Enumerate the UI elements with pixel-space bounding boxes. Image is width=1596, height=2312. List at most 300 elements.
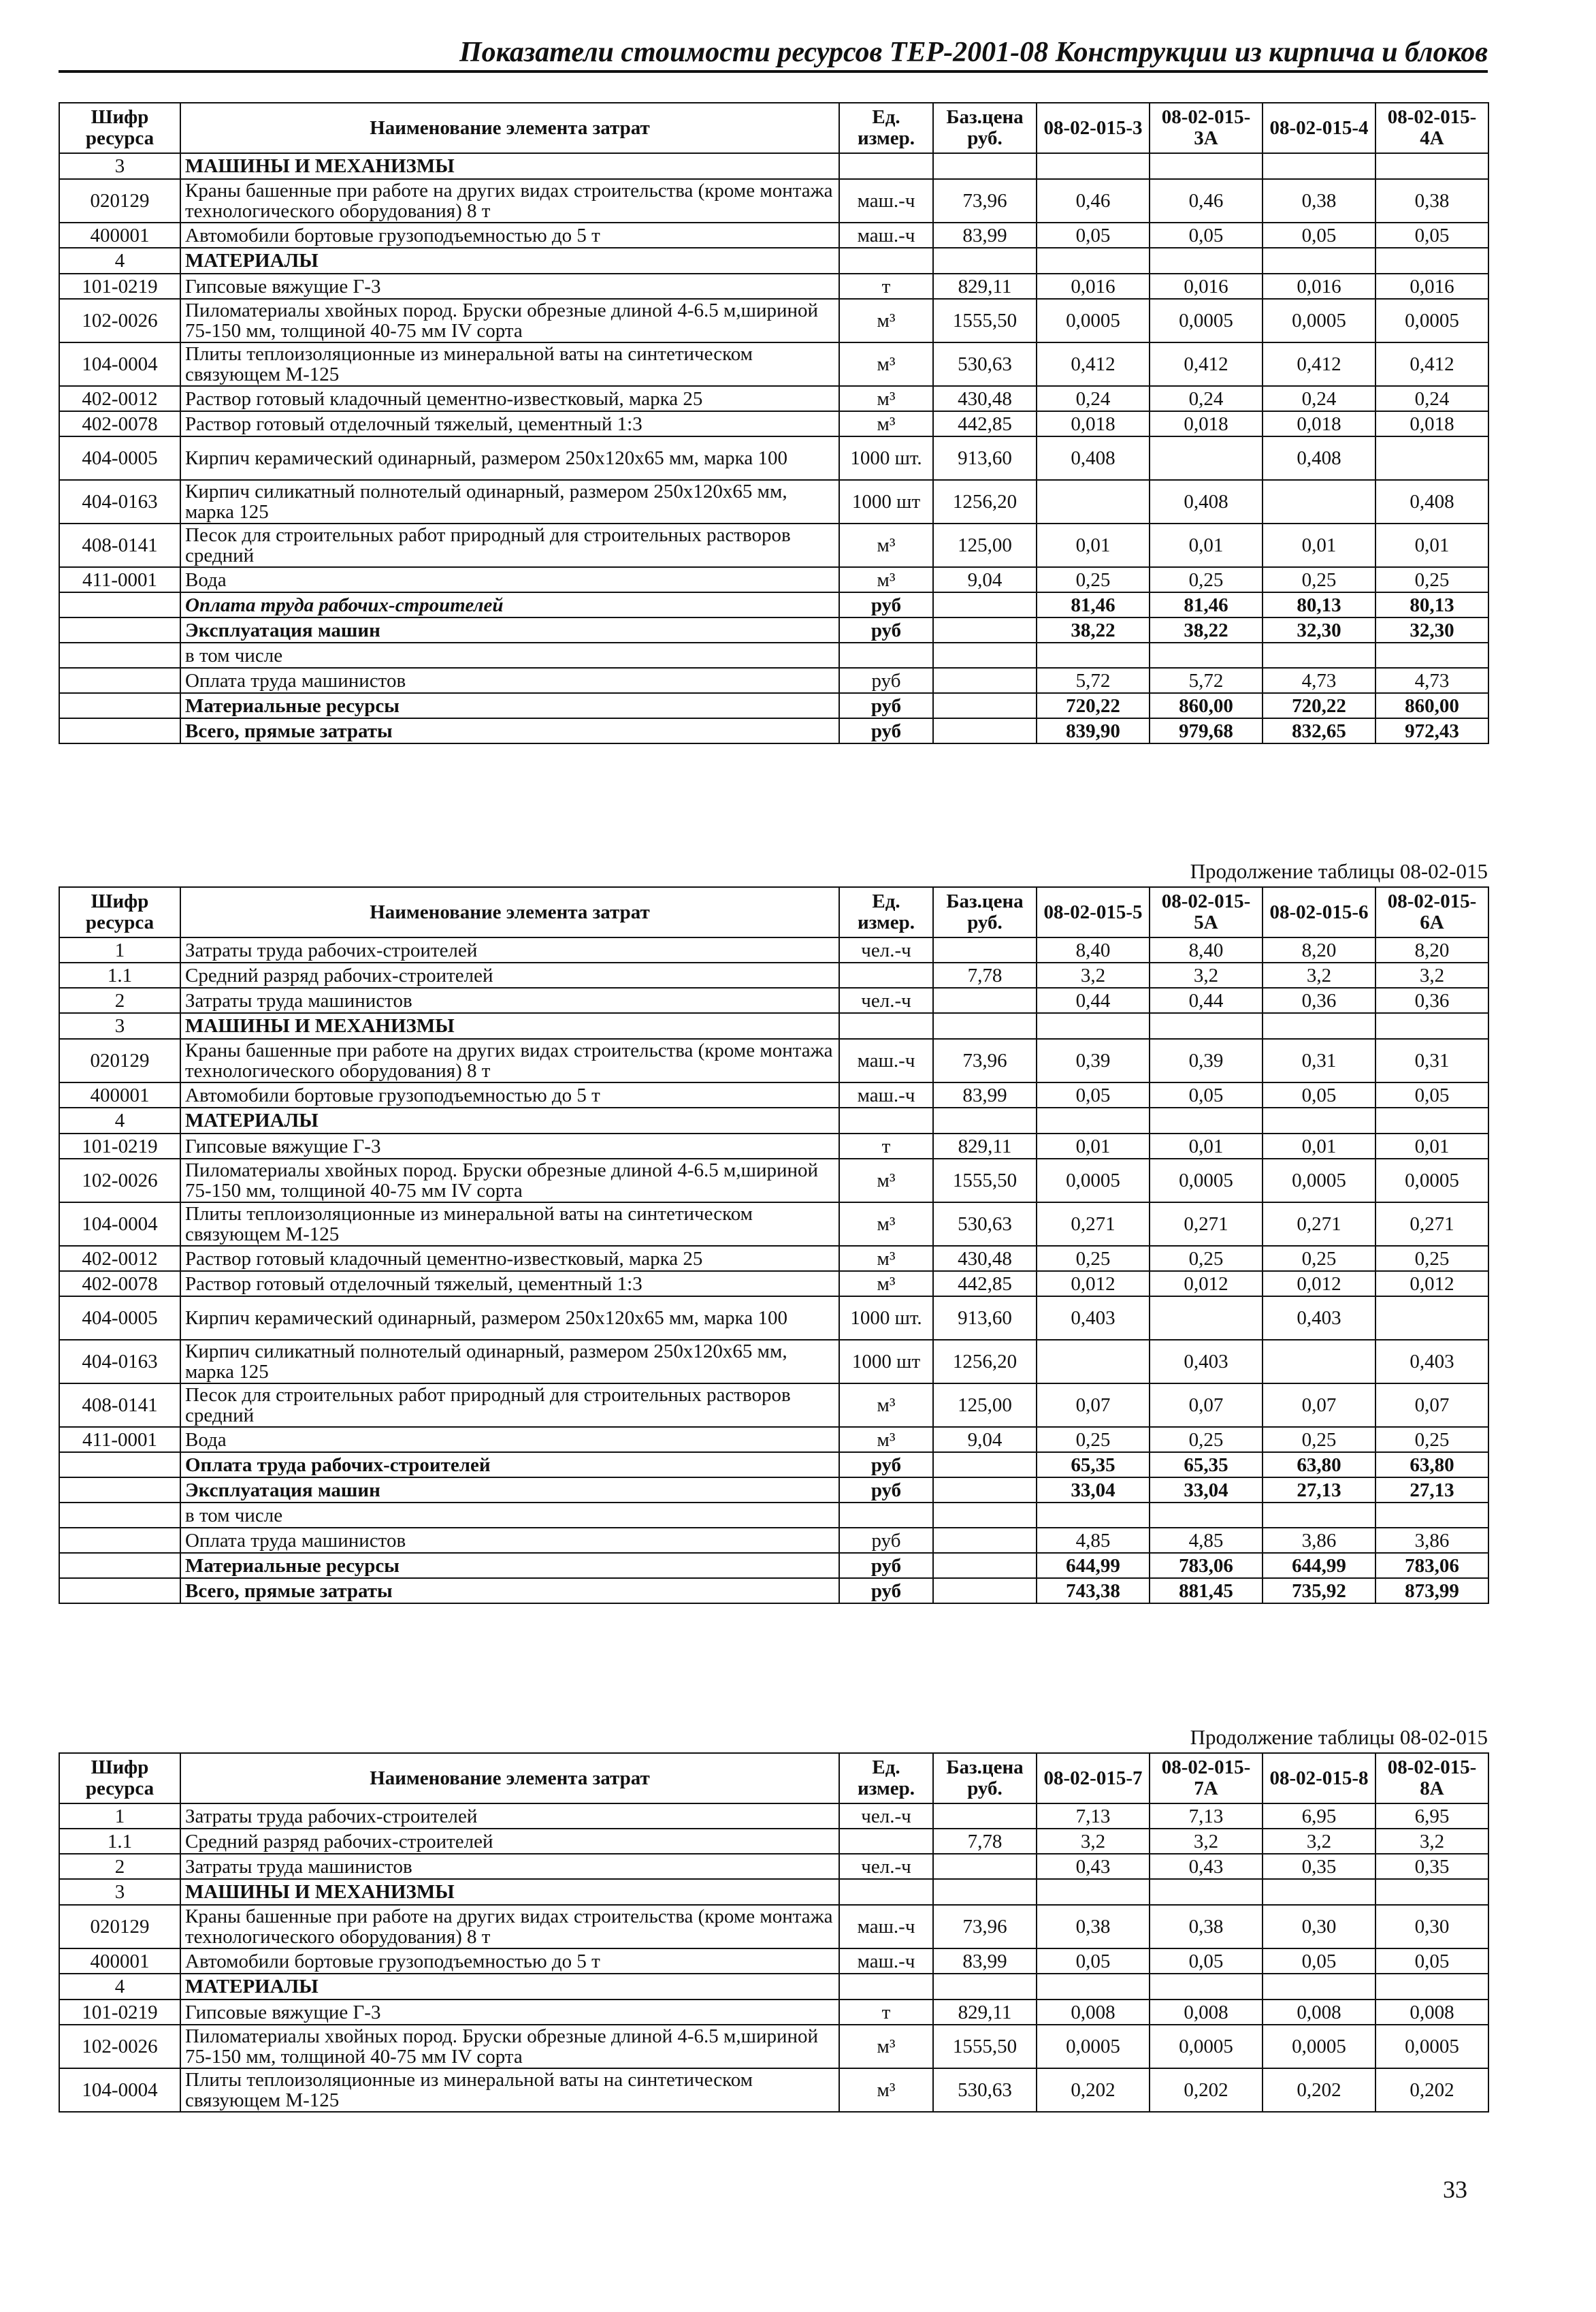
header-name: Наименование элемента затрат: [180, 887, 839, 937]
resource-code: 104-0004: [59, 1202, 180, 1246]
unit-cell: м³: [839, 342, 933, 386]
rate-value-cell: [1263, 643, 1375, 668]
table-row: [59, 1134, 1488, 1159]
unit-cell: чел.-ч: [839, 1803, 933, 1829]
base-price-cell: [933, 1974, 1037, 2000]
table-row: [59, 963, 1488, 988]
rate-value-cell: [1037, 643, 1150, 668]
resource-code: 102-0026: [59, 1159, 180, 1202]
rate-value-cell: 0,018: [1263, 411, 1375, 436]
rate-value-cell: 0,38: [1037, 1905, 1150, 1948]
rate-value-cell: 0,0005: [1037, 299, 1150, 342]
cost-item-name: Оплата труда машинистов: [180, 668, 839, 693]
rate-value-cell: 3,2: [1150, 963, 1263, 988]
rate-value-cell: 0,24: [1375, 386, 1488, 411]
base-price-cell: [933, 1553, 1037, 1578]
cost-item-name: Эксплуатация машин: [180, 1477, 839, 1503]
rate-value-cell: 0,408: [1375, 480, 1488, 524]
base-price-cell: [933, 668, 1037, 693]
table-row: [59, 1948, 1488, 1974]
rate-value-cell: 0,271: [1375, 1202, 1488, 1246]
cost-item-name: Пиломатериалы хвойных пород. Бруски обрезные длиной 4-6.5 м,шириной 75-150 мм, толщиной 40-75 мм IV сорта: [180, 2025, 839, 2068]
rate-value-cell: 839,90: [1037, 718, 1150, 743]
unit-cell: м³: [839, 386, 933, 411]
resource-code: 020129: [59, 1039, 180, 1082]
resource-code: 1: [59, 1803, 180, 1829]
rate-value-cell: 0,25: [1037, 1427, 1150, 1452]
cost-item-name: Затраты труда рабочих-строителей: [180, 1803, 839, 1829]
resource-code: 402-0078: [59, 411, 180, 436]
cost-item-name: Оплата труда рабочих-строителей: [180, 592, 839, 617]
unit-cell: руб: [839, 617, 933, 643]
rate-value-cell: 0,01: [1263, 1134, 1375, 1159]
rate-value-cell: 0,0005: [1150, 299, 1263, 342]
rate-value-cell: 0,01: [1375, 1134, 1488, 1159]
rate-value-cell: 0,25: [1150, 567, 1263, 592]
rate-value-cell: 0,271: [1263, 1202, 1375, 1246]
cost-item-name: Краны башенные при работе на других видах строительства (кроме монтажа технологического оборудования) 8 т: [180, 1905, 839, 1948]
rate-value-cell: 3,2: [1263, 1829, 1375, 1854]
base-price-cell: 83,99: [933, 1948, 1037, 1974]
rate-value-cell: 0,202: [1150, 2068, 1263, 2112]
cost-item-name: МАШИНЫ И МЕХАНИЗМЫ: [180, 1879, 839, 1905]
rate-value-cell: 0,07: [1150, 1383, 1263, 1427]
rate-value-cell: 0,05: [1150, 1082, 1263, 1108]
rate-value-cell: 0,25: [1037, 1246, 1150, 1271]
table-row: [59, 153, 1488, 179]
unit-cell: м³: [839, 567, 933, 592]
rate-value-cell: 0,39: [1150, 1039, 1263, 1082]
unit-cell: 1000 шт.: [839, 436, 933, 480]
resource-code: 020129: [59, 1905, 180, 1948]
header-rule: [59, 70, 1488, 73]
rate-value-cell: 0,05: [1037, 223, 1150, 248]
rate-value-cell: 644,99: [1263, 1553, 1375, 1578]
rate-value-cell: 0,0005: [1150, 1159, 1263, 1202]
rate-value-cell: 0,412: [1037, 342, 1150, 386]
unit-cell: [839, 1829, 933, 1854]
rate-value-cell: 0,36: [1263, 988, 1375, 1013]
rate-value-cell: 0,018: [1150, 411, 1263, 436]
resource-code: 3: [59, 1879, 180, 1905]
rate-value-cell: 0,05: [1150, 223, 1263, 248]
rate-value-cell: [1150, 153, 1263, 179]
rate-value-cell: 3,2: [1037, 963, 1150, 988]
header-unit: Ед. измер.: [839, 103, 933, 153]
header-rate-code: 08-02-015-7: [1037, 1753, 1150, 1803]
rate-value-cell: 3,2: [1375, 1829, 1488, 1854]
resource-code: 104-0004: [59, 2068, 180, 2112]
rate-value-cell: [1150, 1013, 1263, 1039]
resource-code: 400001: [59, 1948, 180, 1974]
resource-code: [59, 1553, 180, 1578]
base-price-cell: [933, 153, 1037, 179]
table-row: [59, 1974, 1488, 2000]
base-price-cell: 1555,50: [933, 2025, 1037, 2068]
rate-value-cell: 0,25: [1037, 567, 1150, 592]
unit-cell: т: [839, 274, 933, 299]
cost-item-name: Затраты труда рабочих-строителей: [180, 937, 839, 963]
rate-value-cell: [1263, 1340, 1375, 1383]
table-row: [59, 643, 1488, 668]
rate-value-cell: 783,06: [1375, 1553, 1488, 1578]
rate-value-cell: 0,008: [1037, 2000, 1150, 2025]
rate-value-cell: 32,30: [1263, 617, 1375, 643]
rate-value-cell: [1263, 1108, 1375, 1134]
rate-value-cell: 80,13: [1375, 592, 1488, 617]
table-row: [59, 1553, 1488, 1578]
rate-value-cell: [1375, 643, 1488, 668]
cost-item-name: Автомобили бортовые грузоподъемностью до 5 т: [180, 223, 839, 248]
base-price-cell: 73,96: [933, 1905, 1037, 1948]
rate-value-cell: [1375, 1974, 1488, 2000]
unit-cell: 1000 шт: [839, 480, 933, 524]
resource-code: 4: [59, 1108, 180, 1134]
header-unit: Ед. измер.: [839, 887, 933, 937]
rate-value-cell: 0,018: [1375, 411, 1488, 436]
rate-value-cell: 0,25: [1150, 1427, 1263, 1452]
table-row: [59, 2000, 1488, 2025]
rate-value-cell: [1037, 1879, 1150, 1905]
rate-value-cell: 0,25: [1150, 1246, 1263, 1271]
rate-value-cell: 0,25: [1375, 567, 1488, 592]
resource-code: 104-0004: [59, 342, 180, 386]
rate-value-cell: 0,25: [1263, 567, 1375, 592]
base-price-cell: 73,96: [933, 1039, 1037, 1082]
base-price-cell: 530,63: [933, 342, 1037, 386]
unit-cell: маш.-ч: [839, 223, 933, 248]
table-row: [59, 274, 1488, 299]
rate-value-cell: 0,43: [1150, 1854, 1263, 1879]
rate-value-cell: [1150, 1296, 1263, 1340]
resource-code: [59, 1477, 180, 1503]
rate-value-cell: [1375, 436, 1488, 480]
table-row: [59, 2068, 1488, 2112]
rate-value-cell: 0,05: [1263, 1082, 1375, 1108]
cost-item-name: МАШИНЫ И МЕХАНИЗМЫ: [180, 1013, 839, 1039]
resource-code: 402-0078: [59, 1271, 180, 1296]
base-price-cell: [933, 1452, 1037, 1477]
rate-value-cell: [1150, 1503, 1263, 1528]
rate-value-cell: 0,25: [1375, 1427, 1488, 1452]
rate-value-cell: 0,38: [1150, 1905, 1263, 1948]
rate-value-cell: 873,99: [1375, 1578, 1488, 1603]
resource-code: 102-0026: [59, 299, 180, 342]
unit-cell: руб: [839, 1553, 933, 1578]
base-price-cell: [933, 693, 1037, 718]
resource-code: [59, 1528, 180, 1553]
cost-item-name: Всего, прямые затраты: [180, 718, 839, 743]
unit-cell: м³: [839, 299, 933, 342]
unit-cell: чел.-ч: [839, 937, 933, 963]
unit-cell: руб: [839, 693, 933, 718]
base-price-cell: 73,96: [933, 179, 1037, 223]
rate-value-cell: 7,13: [1150, 1803, 1263, 1829]
unit-cell: м³: [839, 2068, 933, 2112]
rate-value-cell: 0,05: [1263, 223, 1375, 248]
table-row: [59, 524, 1488, 567]
resource-code: 408-0141: [59, 1383, 180, 1427]
resource-code: 101-0219: [59, 2000, 180, 2025]
resource-code: 400001: [59, 1082, 180, 1108]
rate-value-cell: 0,0005: [1375, 1159, 1488, 1202]
rate-value-cell: [1037, 1974, 1150, 2000]
cost-item-name: Гипсовые вяжущие Г-3: [180, 274, 839, 299]
base-price-cell: [933, 1578, 1037, 1603]
cost-item-name: Раствор готовый отделочный тяжелый, цементный 1:3: [180, 411, 839, 436]
rate-value-cell: 63,80: [1375, 1452, 1488, 1477]
rate-value-cell: 33,04: [1150, 1477, 1263, 1503]
base-price-cell: 1256,20: [933, 480, 1037, 524]
header-rate-code: 08-02-015-3А: [1150, 103, 1263, 153]
rate-value-cell: 0,24: [1150, 386, 1263, 411]
header-rate-code: 08-02-015-5А: [1150, 887, 1263, 937]
unit-cell: м³: [839, 1383, 933, 1427]
cost-item-name: МАТЕРИАЛЫ: [180, 248, 839, 274]
unit-cell: чел.-ч: [839, 988, 933, 1013]
unit-cell: маш.-ч: [839, 1039, 933, 1082]
resource-code: [59, 1578, 180, 1603]
rate-value-cell: [1375, 1503, 1488, 1528]
table-row: [59, 1829, 1488, 1854]
rate-value-cell: 0,38: [1375, 179, 1488, 223]
base-price-cell: 125,00: [933, 524, 1037, 567]
rate-value-cell: 0,408: [1263, 436, 1375, 480]
rate-value-cell: 0,412: [1263, 342, 1375, 386]
base-price-cell: [933, 1013, 1037, 1039]
rate-value-cell: 0,30: [1263, 1905, 1375, 1948]
cost-item-name: в том числе: [180, 643, 839, 668]
unit-cell: м³: [839, 411, 933, 436]
rate-value-cell: 0,403: [1263, 1296, 1375, 1340]
base-price-cell: 430,48: [933, 1246, 1037, 1271]
rate-value-cell: 0,271: [1037, 1202, 1150, 1246]
rate-value-cell: 0,05: [1037, 1948, 1150, 1974]
rate-value-cell: 0,31: [1375, 1039, 1488, 1082]
rate-value-cell: 0,25: [1263, 1246, 1375, 1271]
rate-value-cell: 0,0005: [1375, 2025, 1488, 2068]
rate-value-cell: 972,43: [1375, 718, 1488, 743]
rate-value-cell: [1263, 153, 1375, 179]
base-price-cell: 83,99: [933, 223, 1037, 248]
rate-value-cell: 720,22: [1263, 693, 1375, 718]
rate-value-cell: [1263, 480, 1375, 524]
cost-item-name: Песок для строительных работ природный для строительных растворов средний: [180, 524, 839, 567]
table-row: [59, 1082, 1488, 1108]
rate-value-cell: 0,0005: [1037, 2025, 1150, 2068]
cost-item-name: Пиломатериалы хвойных пород. Бруски обрезные длиной 4-6.5 м,шириной 75-150 мм, толщиной 40-75 мм IV сорта: [180, 1159, 839, 1202]
table-row: [59, 299, 1488, 342]
rate-value-cell: 0,36: [1375, 988, 1488, 1013]
rate-value-cell: 0,05: [1037, 1082, 1150, 1108]
resource-code: 101-0219: [59, 274, 180, 299]
cost-item-name: Затраты труда машинистов: [180, 1854, 839, 1879]
rate-value-cell: 80,13: [1263, 592, 1375, 617]
rate-value-cell: 979,68: [1150, 718, 1263, 743]
base-price-cell: 9,04: [933, 567, 1037, 592]
resource-code: 402-0012: [59, 1246, 180, 1271]
rate-value-cell: [1037, 1340, 1150, 1383]
unit-cell: руб: [839, 718, 933, 743]
table-row: [59, 567, 1488, 592]
rate-value-cell: 38,22: [1037, 617, 1150, 643]
rate-value-cell: 0,25: [1263, 1427, 1375, 1452]
resource-code: [59, 693, 180, 718]
rate-value-cell: [1263, 1974, 1375, 2000]
page-header-title: Показатели стоимости ресурсов ТЕР-2001-08 Конструкции из кирпича и блоков: [459, 37, 1488, 68]
base-price-cell: 83,99: [933, 1082, 1037, 1108]
rate-value-cell: 0,008: [1150, 2000, 1263, 2025]
rate-value-cell: 881,45: [1150, 1578, 1263, 1603]
table-row: [59, 1879, 1488, 1905]
table-row: [59, 1477, 1488, 1503]
table-row: [59, 223, 1488, 248]
resource-code: 408-0141: [59, 524, 180, 567]
rate-value-cell: 832,65: [1263, 718, 1375, 743]
unit-cell: руб: [839, 1477, 933, 1503]
rate-value-cell: [1263, 1879, 1375, 1905]
header-price: Баз.цена руб.: [933, 103, 1037, 153]
rate-value-cell: 6,95: [1263, 1803, 1375, 1829]
cost-item-name: Кирпич силикатный полнотелый одинарный, размером 250х120х65 мм, марка 125: [180, 1340, 839, 1383]
rate-value-cell: 0,07: [1375, 1383, 1488, 1427]
unit-cell: м³: [839, 1159, 933, 1202]
cost-item-name: Гипсовые вяжущие Г-3: [180, 2000, 839, 2025]
resource-code: 2: [59, 1854, 180, 1879]
rate-value-cell: 5,72: [1037, 668, 1150, 693]
header-code: Шифр ресурса: [59, 103, 180, 153]
base-price-cell: [933, 643, 1037, 668]
table-row: [59, 718, 1488, 743]
base-price-cell: 913,60: [933, 436, 1037, 480]
base-price-cell: [933, 1528, 1037, 1553]
table-header-row: [59, 103, 1488, 153]
rate-value-cell: 0,46: [1150, 179, 1263, 223]
unit-cell: м³: [839, 1427, 933, 1452]
unit-cell: [839, 1108, 933, 1134]
table-row: [59, 988, 1488, 1013]
rate-value-cell: 0,202: [1263, 2068, 1375, 2112]
table-row: [59, 937, 1488, 963]
rate-value-cell: [1263, 1013, 1375, 1039]
rate-value-cell: 0,30: [1375, 1905, 1488, 1948]
rate-value-cell: 32,30: [1375, 617, 1488, 643]
header-unit: Ед. измер.: [839, 1753, 933, 1803]
base-price-cell: 1256,20: [933, 1340, 1037, 1383]
resource-code: 400001: [59, 223, 180, 248]
table-row: [59, 436, 1488, 480]
rate-value-cell: 743,38: [1037, 1578, 1150, 1603]
cost-item-name: Пиломатериалы хвойных пород. Бруски обрезные длиной 4-6.5 м,шириной 75-150 мм, толщиной 40-75 мм IV сорта: [180, 299, 839, 342]
base-price-cell: 7,78: [933, 963, 1037, 988]
rate-value-cell: [1037, 1108, 1150, 1134]
rate-value-cell: [1150, 643, 1263, 668]
rate-value-cell: 0,016: [1150, 274, 1263, 299]
resource-code: 020129: [59, 179, 180, 223]
resource-code: 1.1: [59, 1829, 180, 1854]
table-row: [59, 1803, 1488, 1829]
unit-cell: 1000 шт: [839, 1340, 933, 1383]
rate-value-cell: 860,00: [1375, 693, 1488, 718]
unit-cell: руб: [839, 1452, 933, 1477]
base-price-cell: 125,00: [933, 1383, 1037, 1427]
table-row: [59, 1013, 1488, 1039]
rate-value-cell: 81,46: [1150, 592, 1263, 617]
table-row: [59, 411, 1488, 436]
unit-cell: маш.-ч: [839, 1905, 933, 1948]
base-price-cell: 530,63: [933, 2068, 1037, 2112]
rate-value-cell: 8,20: [1375, 937, 1488, 963]
resource-code: 4: [59, 248, 180, 274]
resource-code: 404-0005: [59, 436, 180, 480]
rate-value-cell: 0,25: [1375, 1246, 1488, 1271]
base-price-cell: [933, 1854, 1037, 1879]
rate-value-cell: 0,412: [1375, 342, 1488, 386]
table-row: [59, 1427, 1488, 1452]
rate-value-cell: 6,95: [1375, 1803, 1488, 1829]
unit-cell: маш.-ч: [839, 179, 933, 223]
rate-value-cell: 0,408: [1150, 480, 1263, 524]
rate-value-cell: 0,46: [1037, 179, 1150, 223]
unit-cell: [839, 1503, 933, 1528]
rate-value-cell: [1037, 248, 1150, 274]
resource-code: 404-0163: [59, 480, 180, 524]
rate-value-cell: [1375, 248, 1488, 274]
rate-value-cell: 0,01: [1150, 524, 1263, 567]
rate-value-cell: 0,44: [1150, 988, 1263, 1013]
cost-item-name: Гипсовые вяжущие Г-3: [180, 1134, 839, 1159]
base-price-cell: [933, 1477, 1037, 1503]
base-price-cell: 1555,50: [933, 299, 1037, 342]
resource-code: 1: [59, 937, 180, 963]
rate-value-cell: 8,40: [1150, 937, 1263, 963]
cost-item-name: Оплата труда рабочих-строителей: [180, 1452, 839, 1477]
resource-code: [59, 1452, 180, 1477]
rate-value-cell: 0,016: [1037, 274, 1150, 299]
cost-item-name: Кирпич керамический одинарный, размером 250х120х65 мм, марка 100: [180, 1296, 839, 1340]
base-price-cell: [933, 1503, 1037, 1528]
rate-value-cell: [1150, 1974, 1263, 2000]
table-row: [59, 1854, 1488, 1879]
rate-value-cell: 65,35: [1150, 1452, 1263, 1477]
header-rate-code: 08-02-015-4: [1263, 103, 1375, 153]
rate-value-cell: 0,0005: [1263, 1159, 1375, 1202]
resource-code: [59, 718, 180, 743]
unit-cell: т: [839, 2000, 933, 2025]
unit-cell: [839, 1013, 933, 1039]
rate-value-cell: 783,06: [1150, 1553, 1263, 1578]
rate-value-cell: [1037, 153, 1150, 179]
base-price-cell: [933, 248, 1037, 274]
rate-value-cell: 0,271: [1150, 1202, 1263, 1246]
rate-value-cell: 8,20: [1263, 937, 1375, 963]
table-row: [59, 1271, 1488, 1296]
cost-item-name: Краны башенные при работе на других видах строительства (кроме монтажа технологического оборудования) 8 т: [180, 1039, 839, 1082]
resource-code: 3: [59, 1013, 180, 1039]
resource-code: [59, 668, 180, 693]
cost-table-3: [59, 1752, 1489, 2113]
base-price-cell: 442,85: [933, 411, 1037, 436]
rate-value-cell: 0,403: [1037, 1296, 1150, 1340]
table-3-caption: Продолжение таблицы 08-02-015: [1190, 1725, 1488, 1749]
base-price-cell: [933, 988, 1037, 1013]
rate-value-cell: 0,0005: [1375, 299, 1488, 342]
cost-table-1: [59, 102, 1489, 744]
rate-value-cell: 0,412: [1150, 342, 1263, 386]
cost-table-2: [59, 886, 1489, 1604]
base-price-cell: [933, 718, 1037, 743]
rate-value-cell: 0,016: [1263, 274, 1375, 299]
